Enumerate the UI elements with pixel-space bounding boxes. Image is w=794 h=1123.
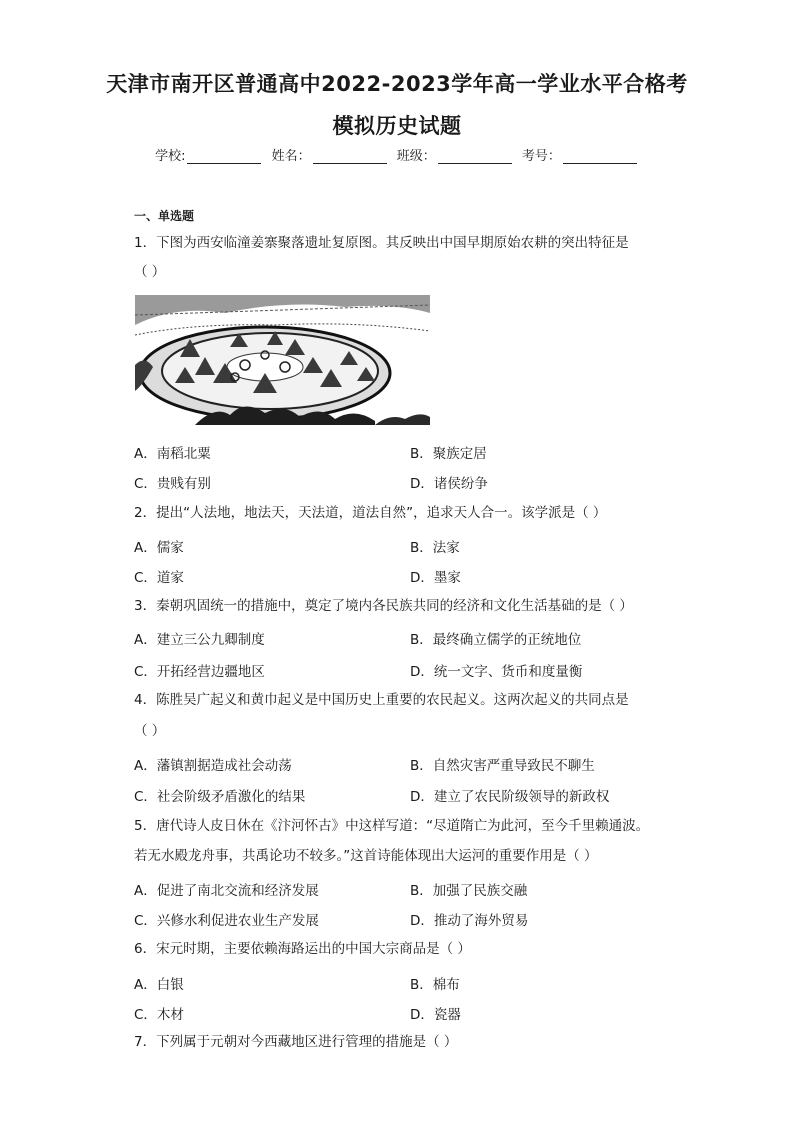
- question-4-stem: 4．陈胜吴广起义和黄巾起义是中国历史上重要的农民起义。这两次起义的共同点是: [134, 692, 629, 708]
- question-5-option-b: B．加强了民族交融: [410, 883, 528, 899]
- exam-number-label: 考号：: [521, 149, 561, 164]
- question-1-option-c: C．贵贱有别: [134, 476, 211, 492]
- name-label: 姓名：: [271, 149, 311, 164]
- question-1-option-d: D．诸侯纷争: [410, 476, 488, 492]
- question-6-option-d: D．瓷器: [410, 1007, 461, 1023]
- question-4-option-a: A．藩镇割据造成社会动荡: [134, 758, 292, 774]
- question-4-paren: （ ）: [134, 723, 166, 739]
- question-3-option-d: D．统一文字、货币和度量衡: [410, 664, 583, 680]
- student-info-line: [0, 145, 794, 164]
- question-3-option-b: B．最终确立儒学的正统地位: [410, 632, 582, 648]
- class-blank: [438, 150, 512, 164]
- question-2-option-d: D．墨家: [410, 570, 461, 586]
- settlement-illustration: [135, 295, 430, 425]
- question-1-option-a: A．南稻北粟: [134, 446, 211, 462]
- school-label: 学校:: [155, 149, 186, 164]
- question-4-option-d: D．建立了农民阶级领导的新政权: [410, 789, 610, 805]
- question-7-stem: 7．下列属于元朝对今西藏地区进行管理的措施是（ ）: [134, 1034, 458, 1050]
- school-blank: [187, 150, 261, 164]
- question-5-option-a: A．促进了南北交流和经济发展: [134, 883, 319, 899]
- question-3-option-a: A．建立三公九卿制度: [134, 632, 265, 648]
- class-label: 班级：: [396, 149, 436, 164]
- question-1-option-b: B．聚族定居: [410, 446, 487, 462]
- question-1-stem: 1．下图为西安临潼姜寨聚落遗址复原图。其反映出中国早期原始农耕的突出特征是: [134, 235, 629, 251]
- question-2-option-a: A．儒家: [134, 540, 184, 556]
- question-2-stem: 2．提出“人法地，地法天，天法道，道法自然”，追求天人合一。该学派是（ ）: [134, 505, 607, 521]
- question-5-stem: 5．唐代诗人皮日休在《汴河怀古》中这样写道：“尽道隋亡为此河，至今千里赖通波。: [134, 818, 650, 834]
- question-4-option-b: B．自然灾害严重导致民不聊生: [410, 758, 595, 774]
- section-heading: 一、单选题: [134, 209, 195, 223]
- question-5-option-c: C．兴修水利促进农业生产发展: [134, 913, 319, 929]
- question-6-stem: 6．宋元时期，主要依赖海路运出的中国大宗商品是（ ）: [134, 941, 471, 957]
- exam-title: 天津市南开区普通高中2022-2023学年高一学业水平合格考: [106, 72, 688, 96]
- exam-subtitle: 模拟历史试题: [332, 114, 462, 138]
- question-6-option-b: B．棉布: [410, 977, 460, 993]
- question-3-option-c: C．开拓经营边疆地区: [134, 664, 265, 680]
- name-blank: [313, 150, 387, 164]
- question-5-stem-cont: 若无水殿龙舟事，共禹论功不较多。”这首诗能体现出大运河的重要作用是（ ）: [134, 848, 598, 864]
- question-2-option-b: B．法家: [410, 540, 460, 556]
- exam-number-blank: [563, 150, 637, 164]
- question-3-stem: 3．秦朝巩固统一的措施中，奠定了境内各民族共同的经济和文化生活基础的是（ ）: [134, 598, 633, 614]
- question-6-option-c: C．木材: [134, 1007, 184, 1023]
- question-5-option-d: D．推动了海外贸易: [410, 913, 529, 929]
- question-1-paren: （ ）: [134, 264, 166, 280]
- question-2-option-c: C．道家: [134, 570, 184, 586]
- question-4-option-c: C．社会阶级矛盾激化的结果: [134, 789, 306, 805]
- question-6-option-a: A．白银: [134, 977, 184, 993]
